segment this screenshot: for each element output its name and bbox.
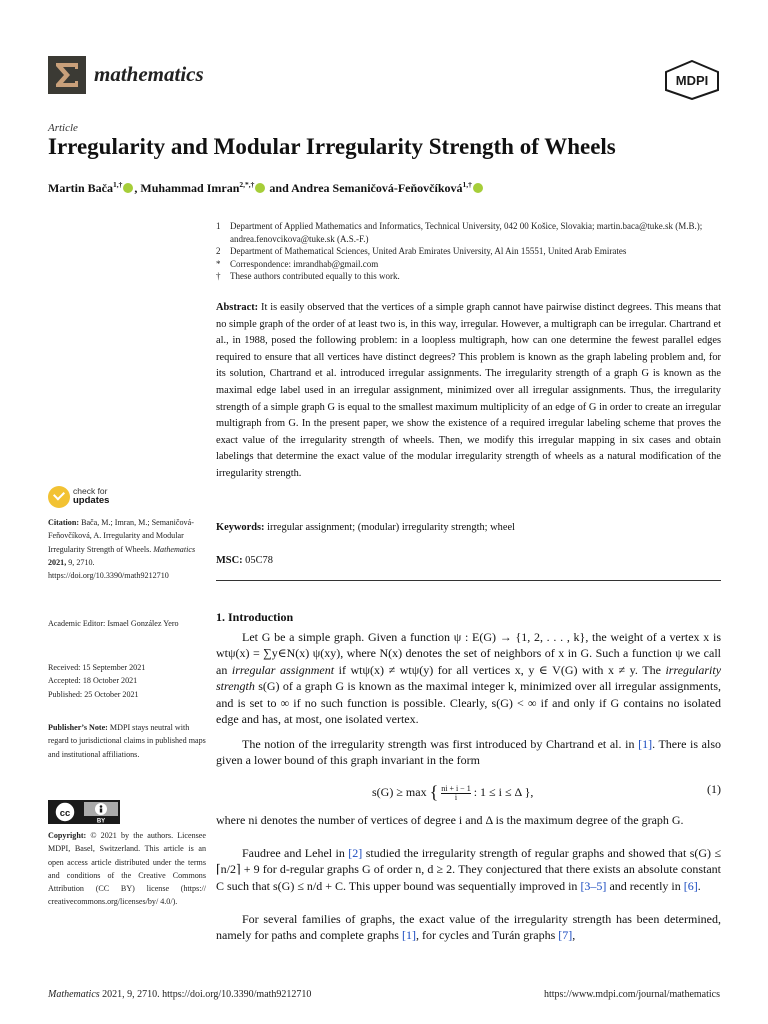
- affiliation-text: These authors contributed equally to this work.: [230, 271, 400, 281]
- footer-journal: Mathematics: [48, 989, 100, 1000]
- divider: [216, 580, 721, 581]
- p4-text-b: studied the irregularity strength of regular graphs and showed that s(G) ≤ ⌈n/2⌉ + 9 for d-regular graphs G of order n, d ≥ 2. They conjectured that there exists an absolute constant C such that s(G) ≤ n/d + C. This upper bound was sequentially improved in: [216, 846, 722, 893]
- check-for-updates-badge[interactable]: [48, 484, 208, 512]
- copyright-text: © 2021 by the authors. Licensee MDPI, Basel, Switzerland. This article is an open access article distributed under the terms and conditions of the Creative Commons Attribution (CC BY) license (https:// creativecommons.org/licenses/by/ 4.0/).: [48, 831, 206, 907]
- journal-name: mathematics: [94, 62, 204, 86]
- footer-url[interactable]: https://www.mdpi.com/journal/mathematics: [544, 989, 720, 1000]
- mdpi-logo-text: MDPI: [675, 73, 709, 88]
- abstract-label: Abstract:: [216, 302, 259, 313]
- citation-text: Bača, M.; Imran, M.; Semaničová-Feňovčíková, A. Irregularity and Modular Irregularity Strength of Wheels.: [48, 518, 194, 554]
- p5-text: For several families of graphs, the exact value of the irregularity strength has been determined, namely for paths and complete graphs: [216, 912, 721, 943]
- journal-logo: [48, 56, 86, 94]
- p1-emphasis-1: irregular assignment: [231, 662, 335, 677]
- p1-text: Let G be a simple graph. Given a function ψ : E(G) → {1, 2, . . . , k}, the weight of a vertex x is wtψ(x) = ∑y∈N(x) ψ(xy), where N(x) denotes the set of neighbors of x in G. Such a function ψ we call an: [216, 630, 721, 677]
- affiliation-mark: †: [216, 271, 221, 281]
- msc: [216, 555, 721, 566]
- publishers-note: [48, 721, 206, 761]
- copyright-label: Copyright:: [48, 831, 87, 840]
- p4-text: Faudree and Lehel in: [242, 846, 345, 860]
- paragraph-5: [216, 911, 721, 944]
- p5-text-c: ,: [572, 928, 576, 943]
- author-list: [48, 181, 484, 196]
- note-text: MDPI stays neutral with regard to jurisdictional claims in published maps and institutional affiliations.: [48, 723, 206, 759]
- affiliation-item: [216, 258, 726, 271]
- author-sup: 2,*,†: [239, 180, 255, 189]
- citation-link[interactable]: [1]: [638, 737, 653, 751]
- cc-by-label: BY: [96, 818, 106, 824]
- mdpi-hexagon-icon: [664, 60, 720, 100]
- p2-text-b: . There is also given a lower bound of this graph invariant in the form: [216, 737, 721, 768]
- equation-formula: s(G) ≥ max { $\frac{ni + i - 1}{i}$ : 1 ≤ i ≤ Δ },: [372, 782, 534, 802]
- citation-link[interactable]: [1]: [401, 928, 416, 943]
- keywords: [216, 522, 721, 533]
- citation-link[interactable]: [3–5]: [580, 878, 607, 893]
- checkmark-icon: [48, 486, 70, 508]
- equation-1: [216, 782, 721, 802]
- keywords-label: Keywords:: [216, 522, 265, 533]
- article-type: Article: [48, 122, 78, 134]
- author-sup: 1,†: [462, 180, 472, 189]
- equation-number: (1): [707, 782, 721, 796]
- copyright-block: [48, 829, 206, 909]
- p2-text: The notion of the irregularity strength was first introduced by Chartrand et al. in: [242, 737, 635, 751]
- affiliation-item: [216, 220, 726, 245]
- abstract: [216, 300, 721, 483]
- affiliation-text: Department of Applied Mathematics and Informatics, Technical University, 042 00 Košice, Slovakia; martin.baca@tuke.sk (M.B.); andrea.fenovcikova@tuke.sk (A.S.-F.): [230, 221, 703, 244]
- citation-year: 2021,: [48, 557, 67, 567]
- affiliation-text: Correspondence: imrandhab@gmail.com: [230, 258, 379, 269]
- p1-text-b: if wtψ(x) ≠ wtψ(y) for all vertices x, y ∈ V(G) with x ≠ y. The: [338, 662, 661, 677]
- paragraph-4: [216, 845, 721, 894]
- equation-left: s(G) ≥ max: [372, 785, 427, 799]
- mdpi-logo: [664, 60, 720, 100]
- p4-text-c: and recently in: [609, 878, 681, 893]
- citation-rest[interactable]: 9, 2710. https://doi.org/10.3390/math9212710: [48, 557, 169, 581]
- p5-text-b: , for cycles and Turán graphs: [415, 928, 556, 943]
- academic-editor: Academic Editor: Ismael González Yero: [48, 619, 179, 628]
- citation-block: [48, 516, 206, 582]
- affiliations: [216, 220, 726, 283]
- author-name[interactable]: Martin Bača: [48, 181, 113, 195]
- citation-link[interactable]: [6]: [683, 878, 698, 893]
- orcid-icon[interactable]: [473, 183, 483, 193]
- equation-fraction: [441, 785, 470, 802]
- citation-journal: Mathematics: [153, 544, 196, 554]
- p4-text-d: .: [697, 878, 701, 893]
- msc-label: MSC:: [216, 555, 243, 566]
- citation-link[interactable]: [2]: [348, 846, 363, 860]
- citation-label: Citation:: [48, 518, 80, 527]
- author-sup: 1,†: [113, 180, 123, 189]
- published-date: Published: 25 October 2021: [48, 689, 139, 699]
- accepted-date: Accepted: 18 October 2021: [48, 676, 138, 686]
- orcid-icon[interactable]: [123, 183, 133, 193]
- footer-citation: [48, 989, 311, 1000]
- received-date: Received: 15 September 2021: [48, 663, 146, 672]
- affiliation-mark: 1: [216, 221, 221, 231]
- sigma-icon: [48, 56, 86, 94]
- affiliation-item: [216, 245, 726, 258]
- svg-text:cc: cc: [59, 808, 71, 819]
- keywords-text: irregular assignment; (modular) irregularity strength; wheel: [267, 522, 515, 533]
- creative-commons-icon: [48, 800, 120, 824]
- page-title: Irregularity and Modular Irregularity Strength of Wheels: [48, 134, 616, 159]
- author-name[interactable]: and Andrea Semaničová-Feňovčíková: [266, 181, 463, 195]
- author-name[interactable]: , Muhammad Imran: [134, 181, 240, 195]
- dates-block: [48, 661, 206, 701]
- msc-text: 05C78: [245, 555, 273, 566]
- affiliation-item: [216, 270, 726, 283]
- section-heading: 1. Introduction: [216, 610, 294, 624]
- equation-right: : 1 ≤ i ≤ Δ },: [473, 785, 534, 799]
- abstract-text: It is easily observed that the vertices of a simple graph cannot have pairwise distinct degrees. This means that no simple graph of the order of at least two is, in this way, irregular. However, a multigraph can be irregular. Chartrand et al., in 1988, posed the following problem: in a loopless multigraph, how can one determine the fewest parallel edges required to ensure that all vertices have distinct degrees? This problem is known as the graph labeling problem and, for its solution, Chartrand et al. introduced irregular assignments. The irregularity strength of a graph G is known as the maximal edge label used in an irregular assignment, minimized over all irregular assignments. Thus, the irregularity strength of a simple graph G is equal to the smallest maximum multiplicity of an edge of G in order to create an irregular multigraph from G. In the present paper, we show the existence of a required irregular labeling scheme that proves the exact value of the irregularity strength of wheels. Then, we modify this irregular mapping in six cases and obtain labelings that determine the exact value of the modular irregularity strength of wheels as a natural modification of the irregularity strength.: [216, 302, 721, 479]
- affiliation-text: Department of Mathematical Sciences, United Arab Emirates University, Al Ain 15551, United Arab Emirates: [230, 246, 627, 256]
- equation-numerator: ni + i − 1: [441, 783, 471, 793]
- citation-link[interactable]: [7]: [558, 928, 573, 943]
- equation-denominator: i: [441, 793, 470, 802]
- check-for-updates-text: [73, 487, 109, 505]
- paragraph-3: where ni denotes the number of vertices of degree i and Δ is the maximum degree of the graph G.: [216, 813, 684, 827]
- affiliation-mark: *: [216, 258, 221, 269]
- paragraph-2: [216, 736, 721, 769]
- check-line1: check for: [73, 486, 108, 496]
- cc-by-badge[interactable]: [48, 800, 120, 824]
- orcid-icon[interactable]: [255, 183, 265, 193]
- affiliation-mark: 2: [216, 246, 221, 256]
- p1-text-c: s(G) of a graph G is known as the maximal integer k, minimized over all irregular assignments, and is set to ∞ if no such function is possible. Clearly, s(G) < ∞ if and only if G contains no isolated edge and has, at most, one isolated vertex.: [216, 679, 721, 727]
- footer-citation-text[interactable]: 2021, 9, 2710. https://doi.org/10.3390/math9212710: [102, 989, 312, 1000]
- paragraph-1: [216, 629, 721, 727]
- p1-emphasis-2: irregularity strength: [216, 662, 722, 694]
- note-label: Publisher’s Note:: [48, 723, 108, 732]
- check-line2: updates: [73, 495, 110, 506]
